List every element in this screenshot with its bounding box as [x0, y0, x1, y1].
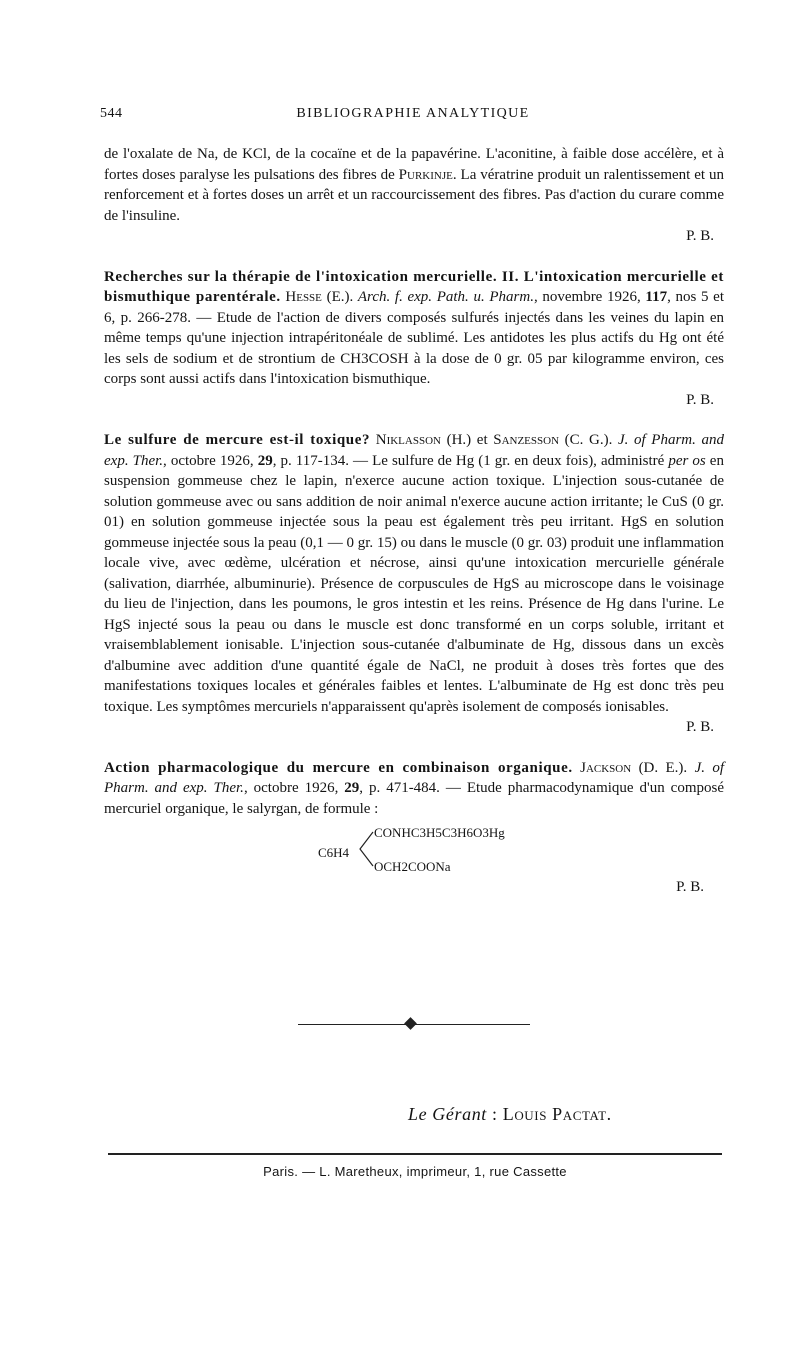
formula-bottom-group: OCH2COONa [374, 859, 451, 874]
section-divider [298, 1018, 530, 1032]
reviewer-signature: P. B. [686, 391, 714, 408]
entry-pages: , p. 117-134. [272, 452, 349, 469]
bibliographic-entry [104, 267, 724, 390]
page-number: 544 [100, 106, 123, 121]
page-body [104, 144, 724, 909]
entry-author: Hesse [285, 289, 322, 305]
entry-heading: Recherches sur la thérapie de l'intoxication mercurielle. II. L'intoxication mercurielle et bismuthique parentérale. [104, 268, 724, 305]
entry-heading: Le sulfure de mercure est-il toxique? [104, 432, 371, 448]
gerant-separator: : [486, 1104, 503, 1124]
entry-author-initials: (E.). [321, 289, 358, 305]
latin-phrase: per os [668, 452, 706, 469]
entry-pages: , p. 471-484. [359, 780, 440, 796]
entry-volume: 29 [257, 452, 273, 469]
chemical-formula [104, 823, 724, 883]
gerant-label: Le Gérant [408, 1104, 487, 1124]
bibliographic-entry [104, 758, 724, 820]
diamond-ornament-icon [404, 1017, 417, 1030]
formula-bracket [358, 829, 374, 869]
entry-author: Jackson [580, 759, 632, 776]
running-head [100, 106, 726, 130]
entry-journal: J. of Pharm. and exp. Ther. [104, 759, 725, 796]
reviewer-signature: P. B. [686, 719, 714, 735]
reviewer-signature: P. B. [676, 879, 704, 895]
entry-author-initials: (C. G.). [559, 432, 618, 448]
entry-summary: en suspension gommeuse chez le lapin, n'exerce aucune action toxique. L'injection sous-cutanée de solution gommeuse avec ou sans addition de noir animal n'exerce aucune action irritante; le CuS (0 gr. 01) en solution gommeuse injectée sous la peau est également très peu irritant. HgS en solution gommeuse injectée sous la peau (0,1 — 0 gr. 15) ou dans le muscle (0 gr. 03) produit une inflammation locale vive, avec œdème, ulcération et nécrose, ainsi qu'une intoxication mercurielle générale (salivation, diarrhée, albuminurie). Présence de corpuscules de HgS au microscope dans le voisinage du lieu de l'injection, dans les poumons, le gros intestin et les reins. Présence de Hg dans l'urine. Le HgS injecté sous la peau ou dans le muscle est donc transformé en un corps soluble, irritant et vraisemblablement ionisable. L'injection sous-cutanée d'albuminate de Hg, dissous dans un excès d'albumine avec addition d'une quantité égale de NaCl, ne produit à doses très fortes que des manifestations toxiques locales et générales faibles et lentes. L'albuminate de Hg est donc très peu toxique. Les symptômes mercuriels n'apparaissent qu'après isolement de composés ionisables. [104, 452, 724, 715]
entry-author-initials: (H.) et [440, 432, 494, 448]
entry-pages: , nos 5 et 6, p. 266-278. [104, 289, 725, 326]
entry-summary: — Etude pharmacodynamique d'un composé mercuriel organique, le salyrgan, de formule : [104, 780, 724, 817]
entry-heading: Action pharmacologique du mercure en combinaison organique. [104, 759, 573, 776]
bibliographic-entry [104, 430, 724, 717]
entry-date: , octobre 1926, [243, 780, 345, 796]
entry-author: Niklasson [375, 432, 441, 448]
entry-date: , novembre 1926, [533, 289, 646, 305]
continuation-text: de l'oxalate de Na, de KCl, de la cocaïne et de la papavérine. L'aconitine, à faible dose accélère, et à fortes doses paralyse les pulsations des fibres de [104, 146, 724, 183]
entry-summary: — Etude de l'action de divers composés sulfurés injectés dans les veines du lapin en même temps qu'une injection intrapéritonéale de sublimé. Les antidotes les plus actifs du Hg ont été les sels de sodium et de strontium de CH3COSH à la dose de 0 gr. 05 par kilogramme environ, ces corps sont aussi actifs dans l'intoxication bismuthique. [104, 309, 725, 387]
continuation-paragraph [104, 144, 724, 226]
entry-author-initials: (D. E.). [631, 759, 695, 776]
printer-imprint: Paris. — L. Maretheux, imprimeur, 1, rue Cassette [263, 1164, 567, 1179]
entry-volume: 117 [645, 289, 668, 305]
entry-author: Sanzesson [493, 432, 560, 448]
entry-date: , octobre 1926, [163, 452, 258, 469]
reviewer-signature: P. B. [686, 228, 714, 244]
entry-journal: Arch. f. exp. Path. u. Pharm. [357, 289, 534, 305]
publisher-manager [408, 1104, 612, 1125]
continuation-text: . La vératrine produit un ralentissement et un renforcement et à fortes doses un arrêt et un raccourcissement des fibres. Pas d'action du curare comme de l'insuline. [104, 166, 724, 224]
formula-top-group: CONHC3H5C3H6O3Hg [374, 825, 505, 840]
imprint-rule [108, 1153, 722, 1155]
entry-summary: — Le sulfure de Hg (1 gr. en deux fois), administré [348, 452, 669, 469]
formula-base: C6H4 [318, 845, 350, 860]
entry-volume: 29 [344, 780, 360, 796]
entry-journal: J. of Pharm. and exp. Ther. [104, 432, 724, 469]
running-title: BIBLIOGRAPHIE ANALYTIQUE [296, 106, 530, 121]
gerant-name: Louis Pactat. [502, 1104, 612, 1124]
author-name: Purkinje [398, 166, 453, 183]
